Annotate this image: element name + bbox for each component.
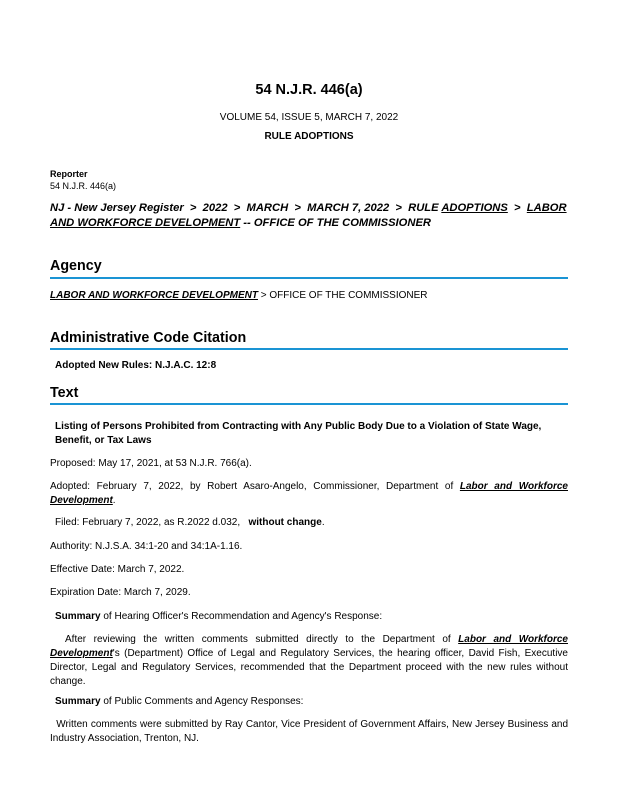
- breadcrumb-link-labor[interactable]: LABOR: [526, 202, 567, 214]
- proposed-line: Proposed: May 17, 2021, at 53 N.J.R. 766(a).: [50, 458, 252, 469]
- hearing-text: After reviewing the written comments submitted directly to the Department of: [65, 634, 459, 645]
- filed-bold: without change: [248, 517, 322, 528]
- breadcrumb-separator: >: [507, 202, 527, 214]
- breadcrumb-link-adoptions[interactable]: ADOPTIONS: [441, 202, 508, 214]
- filed-end: .: [321, 517, 325, 528]
- section-type: RULE ADOPTIONS: [264, 131, 354, 142]
- adopted-link[interactable]: Labor and Workforce Development: [50, 481, 568, 506]
- hearing-paragraph: [50, 633, 568, 689]
- filed-text: Filed: February 7, 2022, as R.2022 d.032,: [55, 517, 241, 528]
- reporter-value: 54 N.J.R. 446(a): [50, 181, 117, 191]
- effective-date: Effective Date: March 7, 2022.: [50, 564, 185, 575]
- admin-code-heading: Administrative Code Citation: [50, 330, 247, 346]
- reporter-block: [50, 168, 116, 192]
- breadcrumb-path: NJ - New Jersey Register > 2022 > MARCH > MARCH 7, 2022 > RULE: [50, 202, 442, 214]
- authority-line: Authority: N.J.S.A. 34:1-20 and 34:1A-1.16.: [50, 541, 243, 552]
- adopted-rules-citation: Adopted New Rules: N.J.A.C. 12:8: [55, 360, 217, 371]
- summary-comments-bold: Summary: [55, 696, 101, 707]
- agency-heading: Agency: [50, 258, 102, 274]
- agency-rule: [50, 277, 568, 279]
- summary-hearing: [50, 610, 573, 624]
- rule-title: Listing of Persons Prohibited from Contracting with Any Public Body Due to a Violation of State Wage, Benefit, or Tax Laws: [55, 421, 542, 446]
- reporter-label: Reporter: [50, 169, 88, 179]
- filed-line: [50, 516, 573, 530]
- breadcrumb-tail: -- OFFICE OF THE COMMISSIONER: [240, 217, 431, 229]
- text-heading: Text: [50, 385, 79, 401]
- breadcrumb-link-labor-cont[interactable]: AND WORKFORCE DEVELOPMENT: [50, 217, 241, 229]
- adopted-end: .: [112, 495, 116, 506]
- adopted-paragraph: [50, 480, 568, 508]
- citation-title: 54 N.J.R. 446(a): [255, 82, 363, 98]
- admin-code-rule: [50, 348, 568, 350]
- summary-comments: [50, 695, 573, 709]
- agency-line: [50, 290, 428, 301]
- expiration-date: Expiration Date: March 7, 2029.: [50, 587, 191, 598]
- summary-hearing-bold: Summary: [55, 611, 101, 622]
- comments-text: Written comments were submitted by Ray Cantor, Vice President of Government Affairs, New Jersey Business and Industry Association, Trenton, NJ.: [50, 719, 569, 744]
- hearing-rest: 's (Department) Office of Legal and Regulatory Services, the hearing officer, David Fish, Executive Director, Legal and Regulatory Services, recommended that the Department proceed with the new rules without change.: [50, 648, 568, 687]
- adopted-text: Adopted: February 7, 2022, by Robert Asaro-Angelo, Commissioner, Department of: [50, 481, 460, 492]
- hearing-link[interactable]: Labor and Workforce Development: [50, 634, 568, 659]
- volume-line: VOLUME 54, ISSUE 5, MARCH 7, 2022: [219, 112, 399, 123]
- comments-paragraph: [50, 718, 568, 746]
- agency-rest: > OFFICE OF THE COMMISSIONER: [257, 290, 428, 301]
- text-rule: [50, 403, 568, 405]
- summary-hearing-rest: of Hearing Officer's Recommendation and Agency's Response:: [100, 611, 383, 622]
- breadcrumb: [50, 201, 570, 231]
- agency-link[interactable]: LABOR AND WORKFORCE DEVELOPMENT: [50, 290, 258, 301]
- summary-comments-rest: of Public Comments and Agency Responses:: [100, 696, 304, 707]
